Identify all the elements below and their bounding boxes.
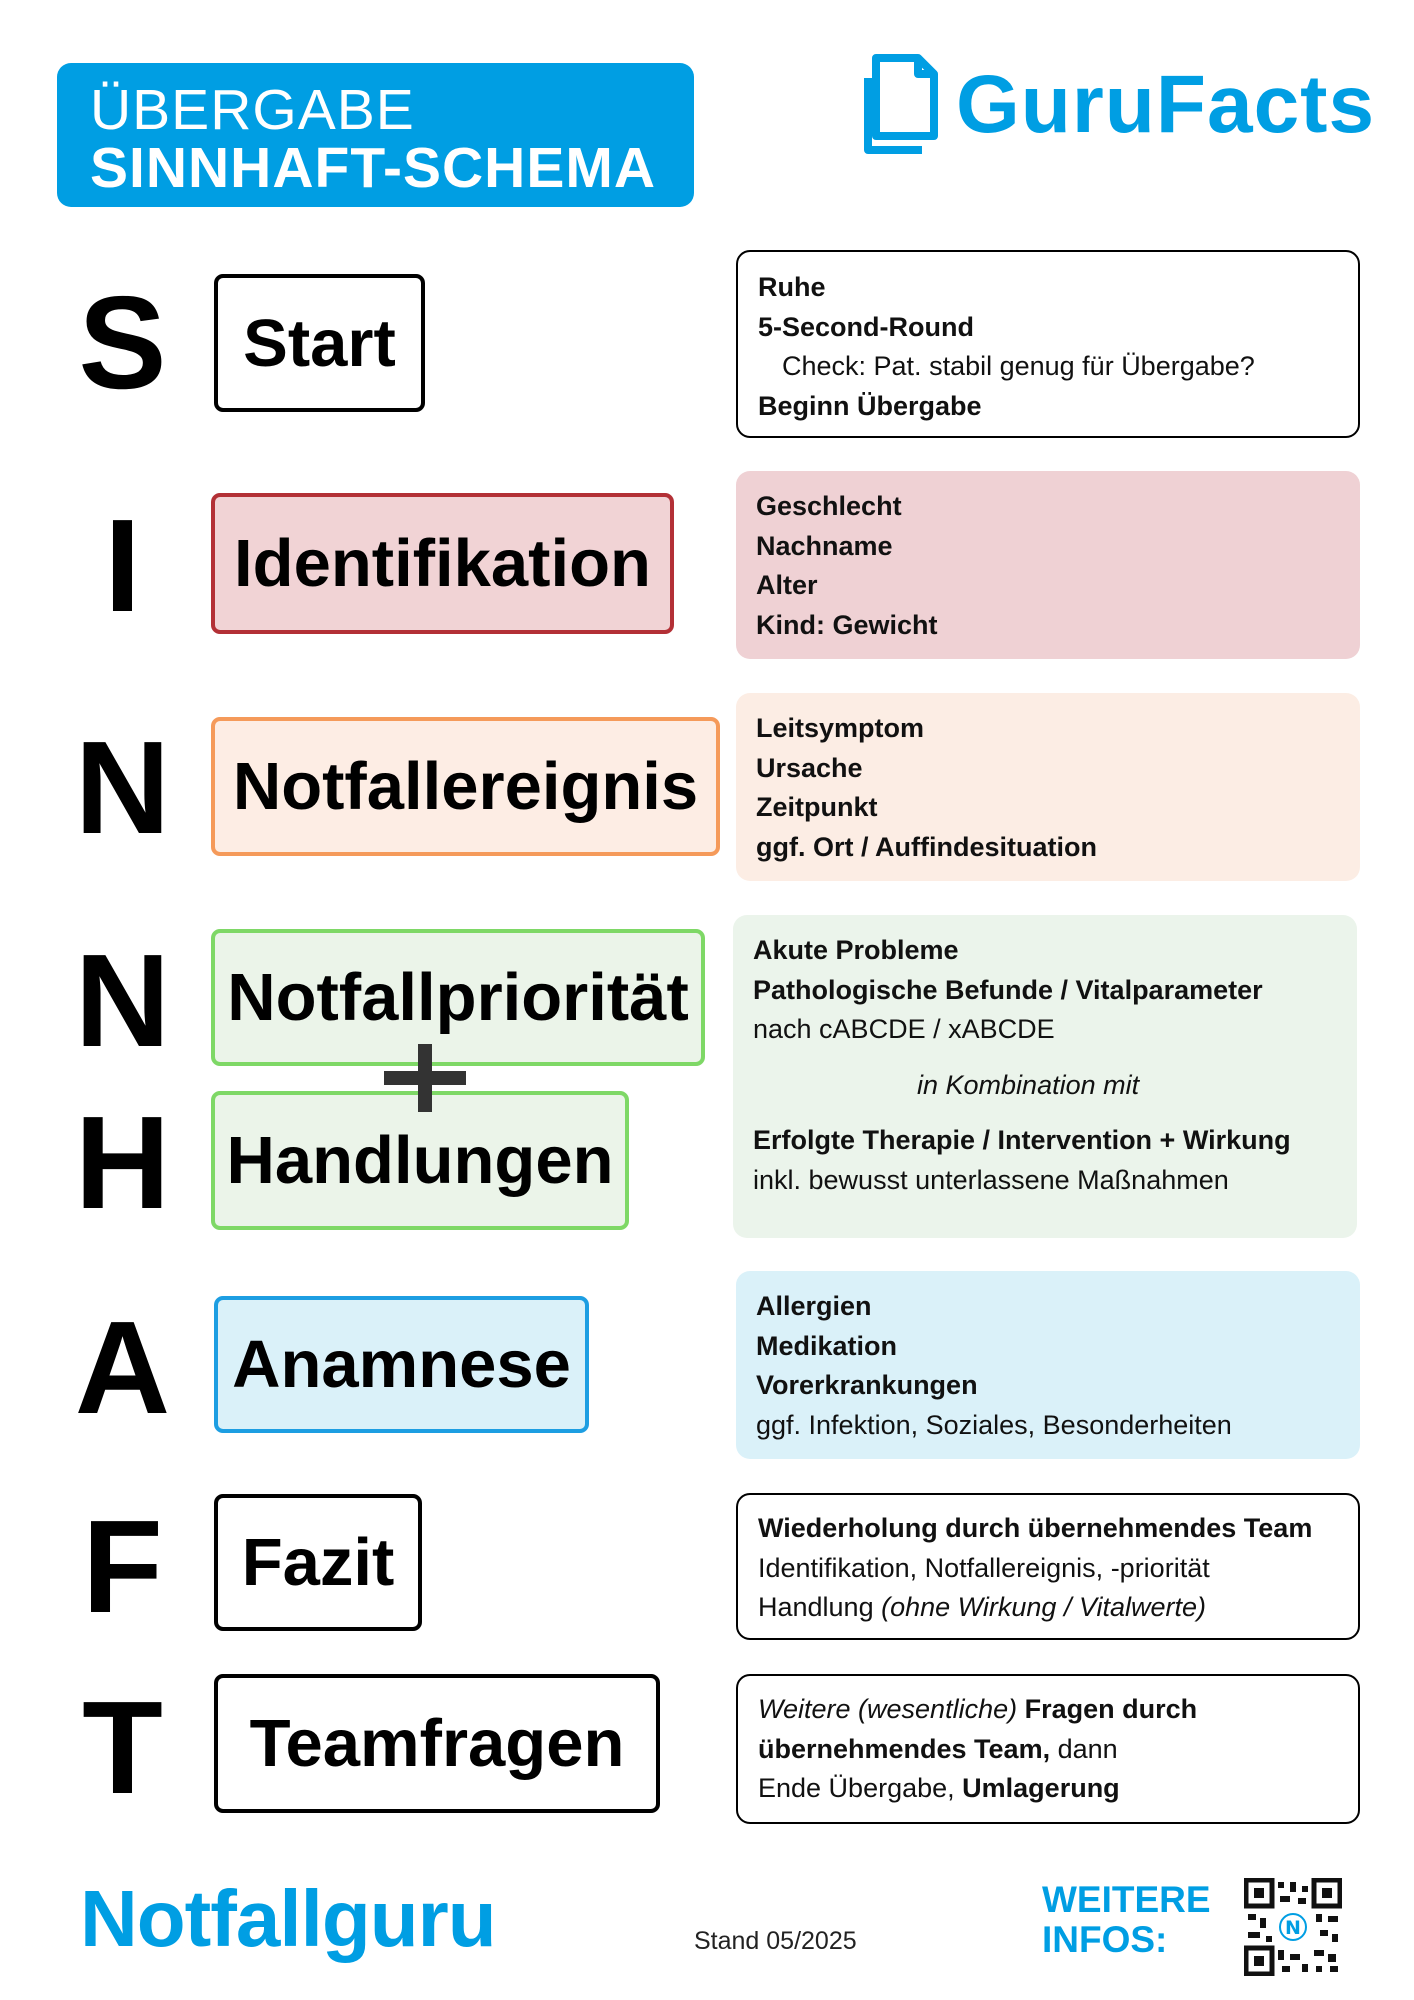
qr-code-icon[interactable] [1244, 1878, 1342, 1976]
title-line-1: ÜBERGABE [90, 78, 415, 142]
info-line: Geschlecht [756, 491, 902, 521]
info-line: Nachname [756, 530, 893, 561]
brand-name: GuruFacts [956, 59, 1376, 150]
letter-n-2: N [74, 927, 171, 1074]
letter-s: S [78, 269, 167, 416]
info-line: Allergien [756, 1291, 872, 1321]
info-text-bold: übernehmendes Team, [758, 1733, 1051, 1764]
info-notfallereignis [736, 693, 1360, 881]
info-line: Medikation [756, 1330, 898, 1361]
info-text-bold: Umlagerung [962, 1773, 1120, 1803]
info-line: ggf. Infektion, Soziales, Besonderheiten [756, 1409, 1232, 1440]
notfallguru-logo: Notfallguru [80, 1874, 496, 1963]
info-text: dann [1050, 1733, 1118, 1764]
info-line: Pathologische Befunde / Vitalparameter [753, 974, 1263, 1005]
info-teamfragen [736, 1674, 1360, 1824]
info-line: Ursache [756, 752, 863, 783]
info-line: Leitsymptom [756, 713, 925, 743]
weitere-infos [1042, 1880, 1211, 1960]
gurufacts-logo [862, 52, 1376, 156]
info-line: Ruhe [758, 272, 826, 302]
key-start: Start [214, 274, 425, 412]
document-icon [862, 52, 952, 156]
info-line [758, 1769, 1338, 1809]
info-notfallprioritaet-handlungen [733, 915, 1357, 1238]
qr-center-letter: N [1285, 1917, 1301, 1939]
key-notfallereignis: Notfallereignis [211, 717, 720, 856]
info-line: Zeitpunkt [756, 792, 878, 822]
info-line [758, 1690, 1338, 1730]
info-line: Kind: Gewicht [756, 609, 938, 640]
info-text-italic: (ohne Wirkung / Vitalwerte) [881, 1592, 1207, 1622]
info-line: in Kombination mit [917, 1069, 1140, 1100]
info-line: Identifikation, Notfallereignis, -priorität [758, 1552, 1210, 1583]
info-line: inkl. bewusst unterlassene Maßnahmen [753, 1164, 1229, 1195]
info-line: Vorerkrankungen [756, 1370, 978, 1400]
weitere-line-1: WEITERE [1042, 1879, 1211, 1920]
letter-n-1: N [74, 714, 171, 861]
info-line: nach cABCDE / xABCDE [753, 1014, 1055, 1044]
info-anamnese [736, 1271, 1360, 1459]
info-line: Wiederholung durch übernehmendes Team [758, 1513, 1313, 1543]
key-identifikation: Identifikation [211, 493, 674, 634]
weitere-line-2: INFOS: [1042, 1919, 1168, 1960]
key-notfallprioritaet: Notfallpriorität [211, 929, 705, 1066]
info-text-italic: Weitere (wesentliche) [758, 1694, 1025, 1724]
letter-f: F [82, 1493, 163, 1640]
key-teamfragen: Teamfragen [214, 1674, 660, 1813]
key-fazit: Fazit [214, 1494, 422, 1631]
info-line: Check: Pat. stabil genug für Übergabe? [782, 351, 1255, 381]
letter-h: H [74, 1089, 171, 1236]
info-line: Erfolgte Therapie / Intervention + Wirkung [753, 1125, 1291, 1155]
info-text: Handlung [758, 1592, 882, 1622]
plus-icon [380, 1038, 470, 1118]
info-text-bold: Fragen durch [1024, 1694, 1198, 1724]
info-line [758, 1588, 1338, 1628]
stand-date: Stand 05/2025 [694, 1927, 857, 1955]
title-banner [57, 63, 694, 207]
key-anamnese: Anamnese [214, 1296, 589, 1433]
info-line: Akute Probleme [753, 935, 959, 965]
info-line: Beginn Übergabe [758, 390, 982, 421]
info-line: Alter [756, 570, 818, 600]
info-line [758, 1730, 1338, 1770]
info-identifikation [736, 471, 1360, 659]
info-start [736, 250, 1360, 438]
letter-a: A [74, 1294, 171, 1441]
info-line: 5-Second-Round [758, 311, 974, 342]
info-line: ggf. Ort / Auffindesituation [756, 831, 1097, 862]
info-text: Ende Übergabe, [758, 1773, 963, 1803]
key-handlungen: Handlungen [211, 1091, 629, 1230]
letter-t: T [82, 1674, 163, 1821]
title-line-2: SINNHAFT-SCHEMA [90, 136, 656, 200]
info-fazit [736, 1493, 1360, 1640]
letter-i: I [104, 492, 141, 639]
